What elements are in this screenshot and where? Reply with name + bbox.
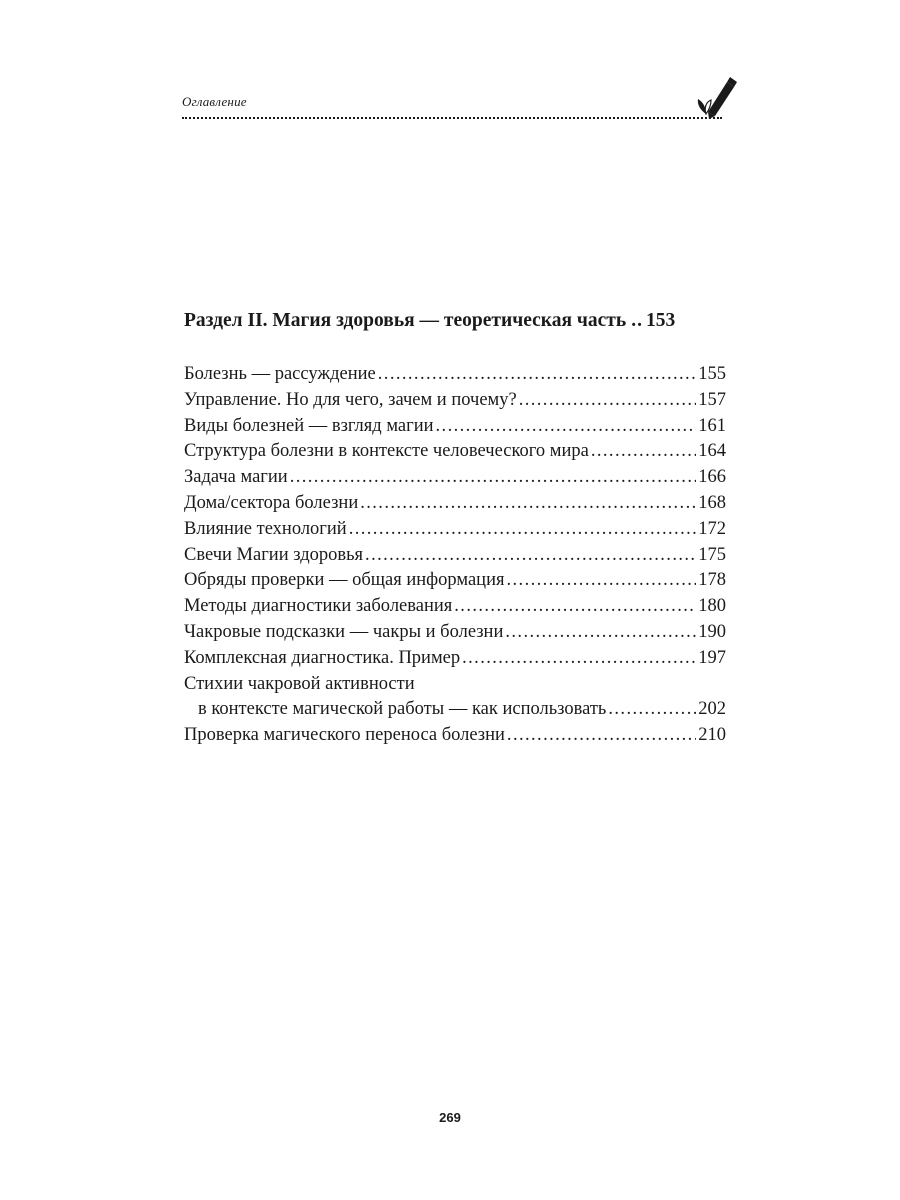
toc-entry-page: 164 (698, 441, 726, 462)
toc-entry-leader (290, 465, 697, 491)
toc-entry-leader (591, 439, 696, 465)
toc-entry-leader (378, 362, 696, 388)
toc-entry-leader (454, 594, 696, 620)
toc-entry-title: Дома/сектора болезни (184, 492, 359, 513)
section-heading-dots: .. (631, 310, 643, 331)
toc-entry-title: Методы диагностики заболевания (184, 596, 453, 617)
toc-entry (184, 388, 726, 414)
toc-entry (184, 439, 726, 465)
toc-entry-leader (436, 414, 697, 440)
toc-entry-page: 161 (698, 415, 726, 436)
toc-entry-title: Виды болезней — взгляд магии (184, 415, 434, 436)
toc-entry-leader (360, 491, 696, 517)
toc-entry-page: 157 (698, 389, 726, 410)
toc-entry-title: Обряды проверки — общая информация (184, 570, 505, 591)
toc-entry-leader (505, 620, 696, 646)
toc-entry (184, 723, 726, 749)
toc-entry-page: 202 (698, 699, 726, 720)
toc-entry-title: Болезнь — рассуждение (184, 364, 376, 384)
page-number: 269 (439, 1110, 461, 1125)
toc-entry-title: Стихии чакровой активности (184, 673, 415, 694)
toc-entry-multiline-continuation (184, 697, 726, 723)
toc-entry-title-continuation: в контексте магической работы — как использовать (198, 699, 607, 720)
table-of-contents (184, 306, 726, 749)
toc-entry-leader (519, 388, 697, 414)
toc-entry-leader (507, 723, 696, 749)
running-head-title: Оглавление (182, 94, 247, 109)
toc-entry-page: 155 (698, 364, 726, 384)
toc-entry-title: Проверка магического переноса болезни (184, 725, 505, 746)
toc-entry-page: 175 (698, 544, 726, 565)
toc-entry (184, 517, 726, 543)
toc-entry-leader (349, 517, 697, 543)
toc-entry-title: Свечи Магии здоровья (184, 544, 364, 565)
toc-entry-title: Структура болезни в контексте человеческого мира (184, 441, 589, 462)
toc-entry (184, 646, 726, 672)
toc-entry-page: 178 (698, 570, 726, 591)
quill-icon (694, 74, 738, 120)
toc-entries (184, 362, 726, 749)
toc-entry (184, 465, 726, 491)
toc-entry-title: Комплексная диагностика. Пример (184, 647, 461, 668)
toc-entry-page: 166 (698, 467, 726, 488)
toc-entry-page: 197 (698, 647, 726, 668)
toc-entry-leader (507, 568, 697, 594)
toc-entry-page: 172 (698, 518, 726, 539)
toc-entry-page: 210 (698, 725, 726, 746)
toc-entry-leader (462, 646, 696, 672)
toc-entry-multiline-first (184, 672, 726, 698)
toc-entry (184, 568, 726, 594)
toc-entry (184, 362, 726, 388)
toc-entry-leader (365, 543, 696, 569)
header-dotted-rule (182, 117, 722, 119)
toc-entry-page: 168 (698, 492, 726, 513)
section-heading-title: Раздел II. Магия здоровья — теоретическая часть (184, 310, 627, 331)
section-heading (184, 306, 726, 336)
toc-entry-leader (608, 697, 696, 723)
toc-entry-title: Управление. Но для чего, зачем и почему? (184, 389, 517, 410)
toc-entry (184, 543, 726, 569)
toc-entry-title: Влияние технологий (184, 518, 347, 539)
toc-entry-title: Задача магии (184, 467, 288, 488)
toc-entry (184, 491, 726, 517)
toc-entry (184, 620, 726, 646)
section-heading-page: 153 (645, 310, 676, 331)
toc-entry (184, 414, 726, 440)
toc-entry-title: Чакровые подсказки — чакры и болезни (184, 621, 504, 642)
toc-entry (184, 594, 726, 620)
toc-entry-page: 190 (698, 621, 726, 642)
toc-entry-page: 180 (698, 596, 726, 617)
